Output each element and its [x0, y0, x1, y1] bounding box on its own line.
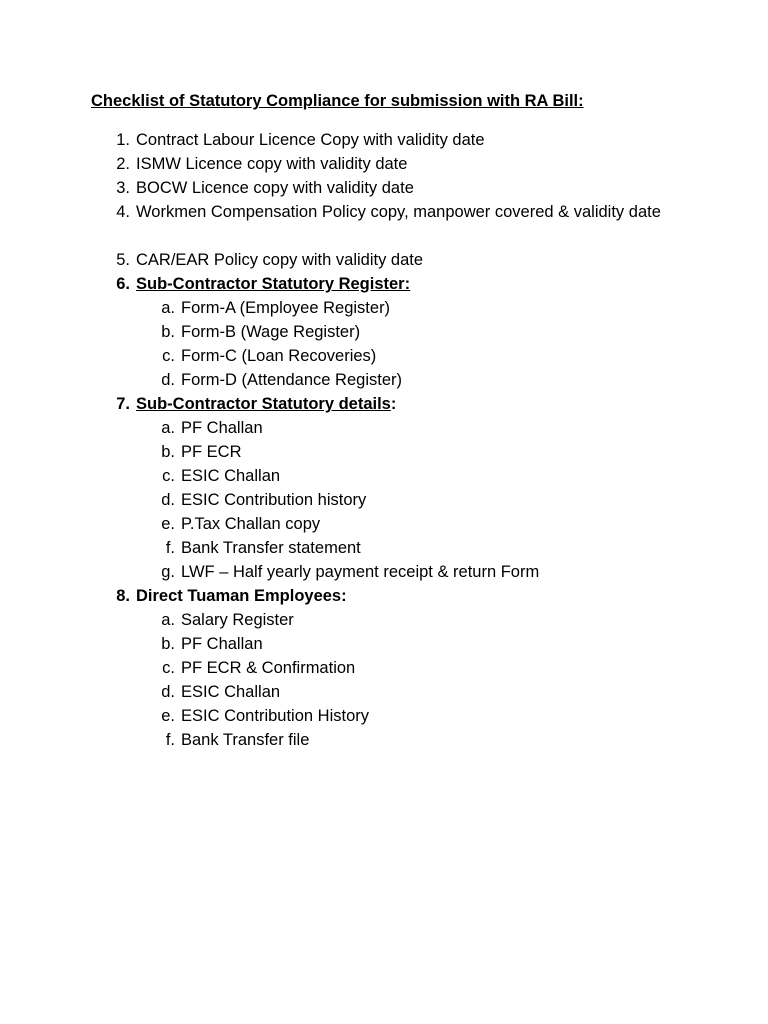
sub-item-text: Form-A (Employee Register) [181, 299, 391, 317]
section-heading-suffix: : [390, 395, 397, 413]
sub-item [0, 632, 768, 656]
list-item-5 [0, 248, 768, 272]
sub-item-letter: d. [161, 371, 175, 389]
sub-item-letter: b. [161, 443, 175, 461]
item-number: 6. [116, 275, 130, 293]
sub-item [0, 488, 768, 512]
section-heading: Sub-Contractor Statutory Register: [136, 275, 411, 293]
item-number: 5. [116, 251, 130, 269]
sub-item [0, 440, 768, 464]
sub-item-letter: g. [161, 563, 175, 581]
sub-item [0, 368, 768, 392]
item-number: 7. [116, 395, 130, 413]
document-title: Checklist of Statutory Compliance for submission with RA Bill: [91, 92, 584, 110]
section-heading-7 [0, 392, 768, 416]
sub-item-letter: b. [161, 635, 175, 653]
item-text: CAR/EAR Policy copy with validity date [136, 251, 424, 269]
sub-item-letter: a. [161, 611, 175, 629]
sub-item-text: LWF – Half yearly payment receipt & return Form [181, 563, 540, 581]
sub-item-text: ESIC Contribution History [181, 707, 369, 725]
sub-item-letter: a. [161, 299, 175, 317]
sub-item-letter: d. [161, 491, 175, 509]
sub-item-text: Form-C (Loan Recoveries) [181, 347, 377, 365]
sub-item-letter: b. [161, 323, 175, 341]
sub-item-letter: f. [165, 731, 175, 749]
sub-item-text: PF Challan [181, 635, 263, 653]
sub-item-text: Form-B (Wage Register) [181, 323, 361, 341]
list-item-4 [0, 200, 768, 248]
sub-item [0, 296, 768, 320]
item-text: ISMW Licence copy with validity date [136, 155, 408, 173]
sub-item [0, 416, 768, 440]
sub-item [0, 560, 768, 584]
sub-item [0, 680, 768, 704]
sub-item-letter: e. [161, 515, 175, 533]
sub-item-text: ESIC Challan [181, 467, 281, 485]
section-heading-6 [0, 272, 768, 296]
sub-item-text: Salary Register [181, 611, 294, 629]
sub-item-letter: c. [162, 347, 175, 365]
sub-item [0, 704, 768, 728]
item-number: 3. [116, 179, 130, 197]
sub-item-text: PF ECR & Confirmation [181, 659, 356, 677]
sub-item-letter: e. [161, 707, 175, 725]
item-number: 2. [116, 155, 130, 173]
item-text: Contract Labour Licence Copy with validity date [136, 131, 485, 149]
sub-item [0, 512, 768, 536]
item-text: Workmen Compensation Policy copy, manpower covered & validity date [136, 203, 661, 221]
section-heading: Direct Tuaman Employees: [136, 587, 347, 605]
item-number: 8. [116, 587, 130, 605]
sub-item [0, 344, 768, 368]
item-number: 4. [116, 203, 130, 221]
sub-item-letter: d. [161, 683, 175, 701]
list-item-2 [0, 152, 768, 176]
sub-item-text: Form-D (Attendance Register) [181, 371, 402, 389]
sub-item-letter: c. [162, 467, 175, 485]
sub-item-letter: f. [165, 539, 175, 557]
sub-item [0, 464, 768, 488]
sub-item-text: P.Tax Challan copy [181, 515, 321, 533]
item-number: 1. [116, 131, 130, 149]
sub-item-letter: a. [161, 419, 175, 437]
sub-item-letter: c. [162, 659, 175, 677]
sub-item [0, 320, 768, 344]
list-item-1 [0, 128, 768, 152]
sub-item [0, 656, 768, 680]
sub-item [0, 536, 768, 560]
sub-item-text: PF ECR [181, 443, 242, 461]
list-item-3 [0, 176, 768, 200]
sub-item-text: PF Challan [181, 419, 263, 437]
sub-item-text: Bank Transfer file [181, 731, 310, 749]
sub-item-text: Bank Transfer statement [181, 539, 361, 557]
section-heading-wrap [136, 392, 676, 416]
sub-item [0, 728, 768, 752]
item-text: BOCW Licence copy with validity date [136, 179, 414, 197]
sub-item-text: ESIC Challan [181, 683, 281, 701]
sub-item [0, 608, 768, 632]
section-heading-8 [0, 584, 768, 608]
checklist [0, 128, 768, 752]
section-heading: Sub-Contractor Statutory details [136, 395, 391, 413]
sub-item-text: ESIC Contribution history [181, 491, 367, 509]
